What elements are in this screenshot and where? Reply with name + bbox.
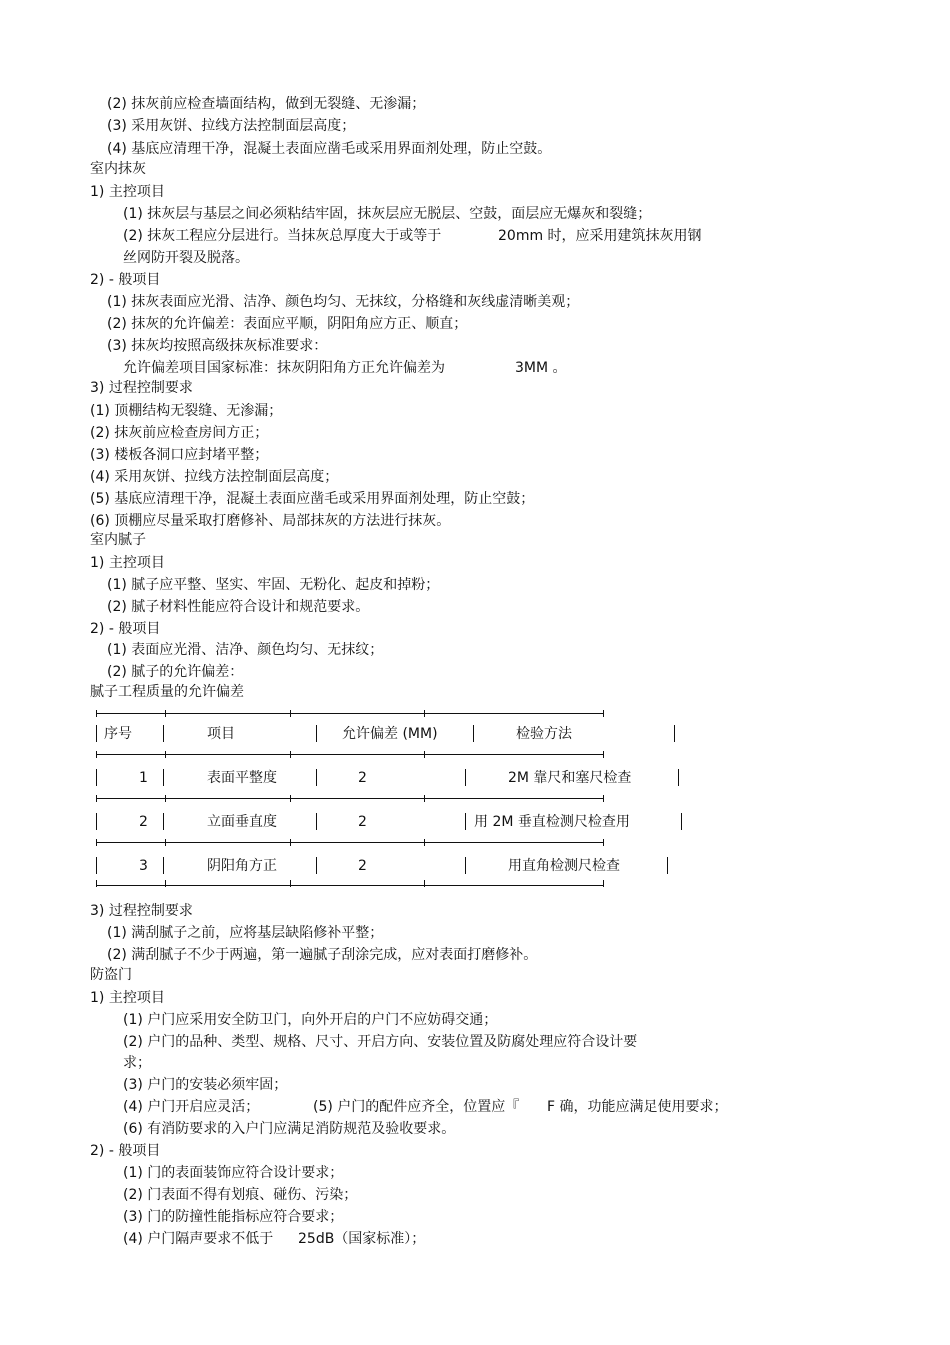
table-rule (96, 754, 604, 755)
text-segment: 允许偏差项目国家标准：抹灰阴阳角方正允许偏差为 (123, 360, 445, 376)
text-segment: (4) 户门隔声要求不低于 (123, 1231, 274, 1247)
text-line: 丝网防开裂及脱落。 (123, 250, 249, 266)
text-segment: 3MM 。 (515, 360, 567, 376)
deviation-table (94, 710, 694, 890)
table-rule (96, 842, 604, 843)
text-line: (5) 基底应清理干净，混凝土表面应凿毛或采用界面剂处理，防止空鼓； (90, 491, 535, 507)
text-line: (2) 抹灰的允许偏差：表面应平顺，阴阳角应方正、顺直； (107, 316, 468, 332)
table-header: 允许偏差 (MM) (342, 726, 438, 742)
section-heading: 防盗门 (90, 967, 132, 983)
table-rule (96, 798, 604, 799)
text-line: (3) 抹灰均按照高级抹灰标准要求： (107, 338, 328, 354)
table-header: 项目 (207, 726, 235, 742)
subsection-heading: 2) - 般项目 (90, 272, 161, 288)
table-rule (96, 713, 604, 714)
table-cell: 2 (139, 814, 148, 830)
text-line: (1) 抹灰层与基层之间必须粘结牢固，抹灰层应无脱层、空鼓，面层应无爆灰和裂缝； (123, 206, 652, 222)
table-cell: 立面垂直度 (207, 814, 277, 830)
text-segment: 20mm 时，应采用建筑抹灰用钢 (498, 228, 702, 244)
table-cell: 表面平整度 (207, 770, 277, 786)
text-line: (2) 门表面不得有划痕、碰伤、污染； (123, 1187, 358, 1203)
text-line: 求； (123, 1055, 151, 1071)
table-cell: 用 2M 垂直检测尺检查用 (474, 814, 630, 830)
subsection-heading: 1) 主控项目 (90, 555, 165, 571)
text-line: (3) 户门的安装必须牢固； (123, 1077, 288, 1093)
section-heading: 室内抹灰 (90, 161, 146, 177)
text-line: (1) 腻子应平整、坚实、牢固、无粉化、起皮和掉粉； (107, 577, 440, 593)
text-line: (2) 满刮腻子不少于两遍，第一遍腻子刮涂完成，应对表面打磨修补。 (107, 947, 538, 963)
text-line: (2) 抹灰前应检查墙面结构，做到无裂缝、无渗漏； (107, 96, 426, 112)
text-line: (1) 满刮腻子之前，应将基层缺陷修补平整； (107, 925, 384, 941)
table-rule (96, 885, 604, 886)
text-segment: (4) 户门开启应灵活； (123, 1099, 260, 1115)
table-header: 检验方法 (516, 726, 572, 742)
text-line: (1) 顶棚结构无裂缝、无渗漏； (90, 403, 283, 419)
text-line: (2) 腻子的允许偏差： (107, 664, 244, 680)
table-cell: 阴阳角方正 (207, 858, 277, 874)
text-line: (4) 基底应清理干净，混凝土表面应凿毛或采用界面剂处理，防止空鼓。 (107, 141, 552, 157)
table-caption: 腻子工程质量的允许偏差 (90, 684, 244, 700)
text-line: (4) 采用灰饼、拉线方法控制面层高度； (90, 469, 339, 485)
subsection-heading: 3) 过程控制要求 (90, 903, 193, 919)
text-segment: F 确，功能应满足使用要求； (547, 1099, 728, 1115)
subsection-heading: 1) 主控项目 (90, 990, 165, 1006)
table-cell: 2 (358, 858, 367, 874)
table-cell: 2 (358, 770, 367, 786)
text-line: (3) 采用灰饼、拉线方法控制面层高度； (107, 118, 356, 134)
subsection-heading: 3) 过程控制要求 (90, 380, 193, 396)
text-line: (2) 腻子材料性能应符合设计和规范要求。 (107, 599, 370, 615)
subsection-heading: 2) - 般项目 (90, 621, 161, 637)
text-line: (1) 户门应采用安全防卫门，向外开启的户门不应妨碍交通； (123, 1012, 498, 1028)
text-line: (3) 门的防撞性能指标应符合要求； (123, 1209, 344, 1225)
table-cell: 3 (139, 858, 148, 874)
table-cell: 2 (358, 814, 367, 830)
text-line: (1) 表面应光滑、洁净、颜色均匀、无抹纹； (107, 642, 384, 658)
text-segment: (2) 抹灰工程应分层进行。当抹灰总厚度大于或等于 (123, 228, 442, 244)
text-segment: 25dB（国家标准）； (298, 1231, 426, 1247)
subsection-heading: 2) - 般项目 (90, 1143, 161, 1159)
text-line: (3) 楼板各洞口应封堵平整； (90, 447, 269, 463)
table-cell: 用直角检测尺检查 (508, 858, 620, 874)
table-cell: 2M 靠尺和塞尺检查 (508, 770, 632, 786)
text-line: (6) 顶棚应尽量采取打磨修补、局部抹灰的方法进行抹灰。 (90, 513, 451, 529)
text-line: (2) 抹灰前应检查房间方正； (90, 425, 269, 441)
table-cell: 1 (139, 770, 148, 786)
text-segment: (5) 户门的配件应齐全，位置应『 (313, 1099, 520, 1115)
section-heading: 室内腻子 (90, 532, 146, 548)
text-line: (2) 户门的品种、类型、规格、尺寸、开启方向、安装位置及防腐处理应符合设计要 (123, 1034, 638, 1050)
text-line: (6) 有消防要求的入户门应满足消防规范及验收要求。 (123, 1121, 456, 1137)
text-line: (1) 抹灰表面应光滑、洁净、颜色均匀、无抹纹，分格缝和灰线虚清晰美观； (107, 294, 580, 310)
table-header: 序号 (104, 726, 132, 742)
text-line: (1) 门的表面装饰应符合设计要求； (123, 1165, 344, 1181)
subsection-heading: 1) 主控项目 (90, 184, 165, 200)
